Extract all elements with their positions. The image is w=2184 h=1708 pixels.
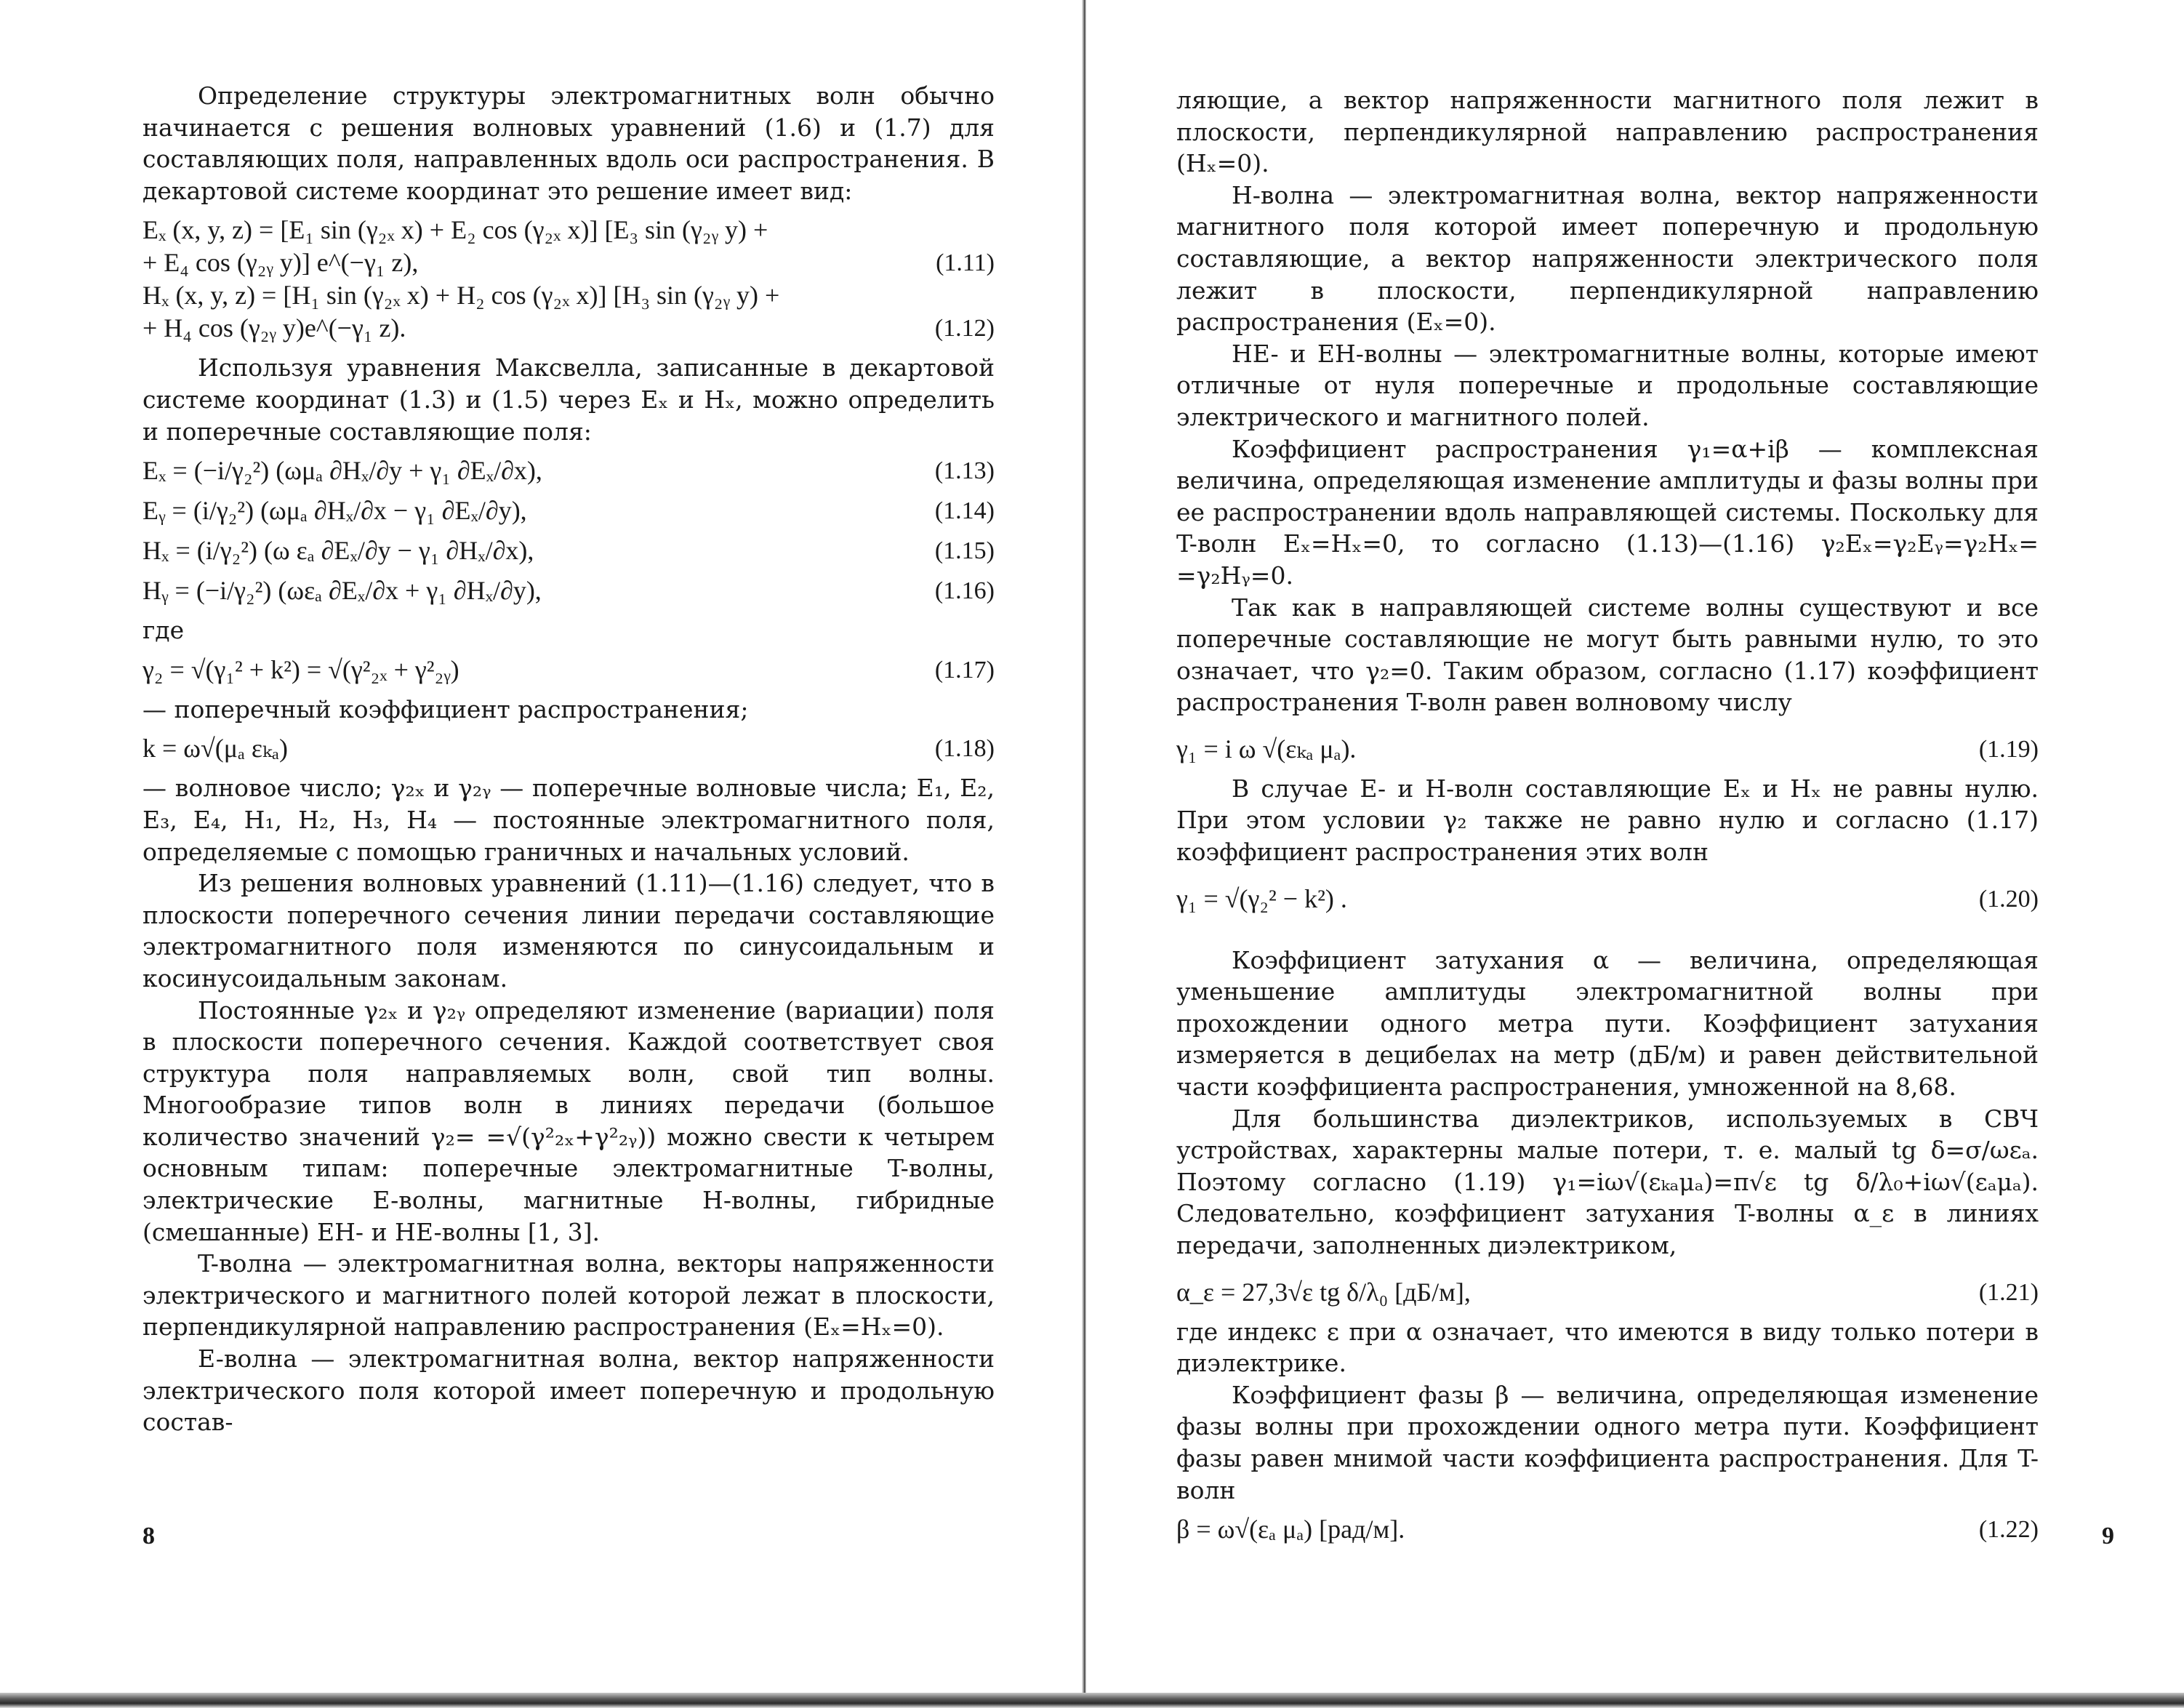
equation-number: (1.16) [934,577,995,605]
equation [1176,1513,2039,1546]
equation-number: (1.22) [1978,1516,2039,1544]
equation-text: Hₓ (x, y, z) = [H₁ sin (γ₂ₓ x) + H₂ cos (γ₂ₓ x)] [H₃ sin (γ₂ᵧ y) + [142,281,780,310]
equation-text: β = ω√(εₐ μₐ) [рад/м]. [1176,1515,1405,1544]
equation [142,279,995,312]
equation-text: Hᵧ = (−i/γ₂²) (ωεₐ ∂Eₓ/∂x + γ₁ ∂Hₓ/∂y), [142,576,542,606]
equation [1176,1276,2039,1309]
paragraph: Используя уравнения Максвелла, записанные в декартовой системе координат (1.3) и (1.5) через Eₓ и Hₓ, можно определить и поперечные составляющие поля: [142,353,995,446]
equation-text: k = ω√(μₐ εₖₐ) [142,734,288,763]
equation [142,312,995,345]
paragraph: Постоянные γ₂ₓ и γ₂ᵧ определяют изменение (вариации) поля в плоскости поперечного сечения. Каждой соответствует своя структура поля направляемых волн, свой тип волны. Многообразие типов волн в линиях передачи (большое количество значений γ₂= =√(γ²₂ₓ+γ²₂ᵧ)) можно свести к четырем основным типам: поперечные электромагнитные T-волны, электрические E-волны, магнитные H-волны, гибридные (смешанные) EH- и HE-волны [1, 3]. [142,995,995,1246]
paragraph: T-волна — электромагнитная волна, векторы напряженности электрического и магнитного полей которой лежат в плоскости, перпендикулярной направлению распространения (Eₓ=Hₓ=0). [142,1249,995,1342]
equation-number: (1.14) [934,497,995,525]
equation-number: (1.15) [934,537,995,565]
paragraph: где [142,616,185,645]
equation [142,534,995,567]
paragraph: где индекс ε при α означает, что имеются в виду только потери в диэлектрике. [1176,1317,2039,1378]
equation-text: α_ε = 27,3√ε tg δ/λ₀ [дБ/м], [1176,1277,1471,1307]
paragraph: ляющие, а вектор напряженности магнитного поля лежит в плоскости, перпендикулярной направлению распространения (Hₓ=0). [1176,86,2039,178]
page-number: 9 [2102,1523,2114,1549]
equation-text: + E₄ cos (γ₂ᵧ y)] e^(−γ₁ z), [142,248,419,278]
equation [1176,733,2039,766]
equation-number: (1.11) [936,249,995,277]
equation [1176,883,2039,915]
paragraph: HE- и EH-волны — электромагнитные волны, которые имеют отличные от нуля поперечные и продольные составляющие электрического и магнитного полей. [1176,339,2039,431]
equation-number: (1.19) [1978,735,2039,763]
paragraph: Из решения волновых уравнений (1.11)—(1.16) следует, что в плоскости поперечного сечения линии передачи составляющие электромагнитного поля изменяются по синусоидальным и косинусоидальным законам. [142,869,995,993]
equation-text: Eᵧ = (i/γ₂²) (ωμₐ ∂Hₓ/∂x − γ₁ ∂Eₓ/∂y), [142,496,527,526]
equation [142,454,995,487]
right-page [1091,0,2184,1708]
paragraph: H-волна — электромагнитная волна, вектор напряженности магнитного поля которой имеет поперечную и продольную составляющие, а вектор напряженности электрического поля лежит в плоскости, перпендикулярной направлению распространения (Eₓ=0). [1176,180,2039,337]
left-page [0,0,1083,1708]
equation-text: γ₁ = i ω √(εₖₐ μₐ). [1176,734,1357,763]
paragraph: — поперечный коэффициент распространения; [142,694,749,723]
equation-text: Hₓ = (i/γ₂²) (ω εₐ ∂Eₓ/∂y − γ₁ ∂Hₓ/∂x), [142,536,534,566]
equation-number: (1.17) [934,656,995,683]
left-text-column [142,80,995,1438]
equation-text: γ₁ = √(γ₂² − k²) . [1176,883,1347,913]
paragraph: В случае E- и H-волн составляющие Eₓ и Hₓ не равны нулю. При этом условии γ₂ также не равно нулю и согласно (1.17) коэффициент распространения этих волн [1176,774,2039,867]
equation [142,574,995,607]
equation [142,494,995,527]
paragraph: Коэффициент распространения γ₁=α+iβ — комплексная величина, определяющая изменение амплитуды и фазы волны при ее распространении вдоль направляющей системы. Поскольку для T-волн Eₓ=Hₓ=0, то согласно (1.13)—(1.16) γ₂Eₓ=γ₂Eᵧ=γ₂Hₓ= =γ₂Hᵧ=0. [1176,434,2039,590]
paragraph: Коэффициент фазы β — величина, определяющая изменение фазы волны при прохождении одного метра пути. Коэффициент фазы равен мнимой части коэффициента распространения. Для T-волн [1176,1380,2039,1504]
equation-number: (1.13) [934,457,995,485]
equation-number: (1.20) [1978,885,2039,913]
paragraph: Коэффициент затухания α — величина, определяющая уменьшение амплитуды электромагнитной волны при прохождении одного метра пути. Коэффициент затухания измеряется в децибелах на метр (дБ/м) и равен действительной части коэффициента распространения, умноженной на 8,68. [1176,945,2039,1102]
equation-text: + H₄ cos (γ₂ᵧ y)e^(−γ₁ z). [142,313,406,343]
paragraph: Определение структуры электромагнитных волн обычно начинается с решения волновых уравнений (1.6) и (1.7) для составляющих поля, направленных вдоль оси распространения. В декартовой системе координат это решение имеет вид: [142,81,995,205]
equation [142,732,995,765]
paragraph: Так как в направляющей системе волны существуют и все поперечные составляющие не могут быть равными нулю, то это означает, что γ₂=0. Таким образом, согласно (1.17) коэффициент распространения T-волн равен волновому числу [1176,593,2039,717]
equation-text: γ₂ = √(γ₁² + k²) = √(γ²₂ₓ + γ²₂ᵧ) [142,654,459,684]
paragraph: E-волна — электромагнитная волна, вектор напряженности электрического поля которой имеет поперечную и продольную состав- [142,1344,995,1437]
equation-number: (1.12) [934,315,995,342]
equation [142,246,995,279]
page-number: 8 [142,1523,155,1549]
paragraph: — волновое число; γ₂ₓ и γ₂ᵧ — поперечные волновые числа; E₁, E₂, E₃, E₄, H₁, H₂, H₃, H₄ — постоянные электромагнитного поля, определяемые с помощью граничных и начальных условий. [142,774,995,866]
equation-number: (1.21) [1978,1278,2039,1306]
equation-text: Eₓ = (−i/γ₂²) (ωμₐ ∂Hₓ/∂y + γ₁ ∂Eₓ/∂x), [142,456,542,486]
equation-number: (1.18) [934,735,995,763]
paragraph: Для большинства диэлектриков, используемых в СВЧ устройствах, характерны малые потери, т. е. малый tg δ=σ/ωεₐ. Поэтому согласно (1.19) γ₁=iω√(εₖₐμₐ)=π√ε tg δ/λ₀+iω√(εₐμₐ). Следовательно, коэффициент затухания T-волны α_ε в линиях передачи, заполненных диэлектриком, [1176,1104,2039,1259]
equation [142,214,995,246]
equation [142,654,995,686]
equation-text: Eₓ (x, y, z) = [E₁ sin (γ₂ₓ x) + E₂ cos (γ₂ₓ x)] [E₃ sin (γ₂ᵧ y) + [142,215,768,245]
right-text-column [1176,84,2039,1546]
